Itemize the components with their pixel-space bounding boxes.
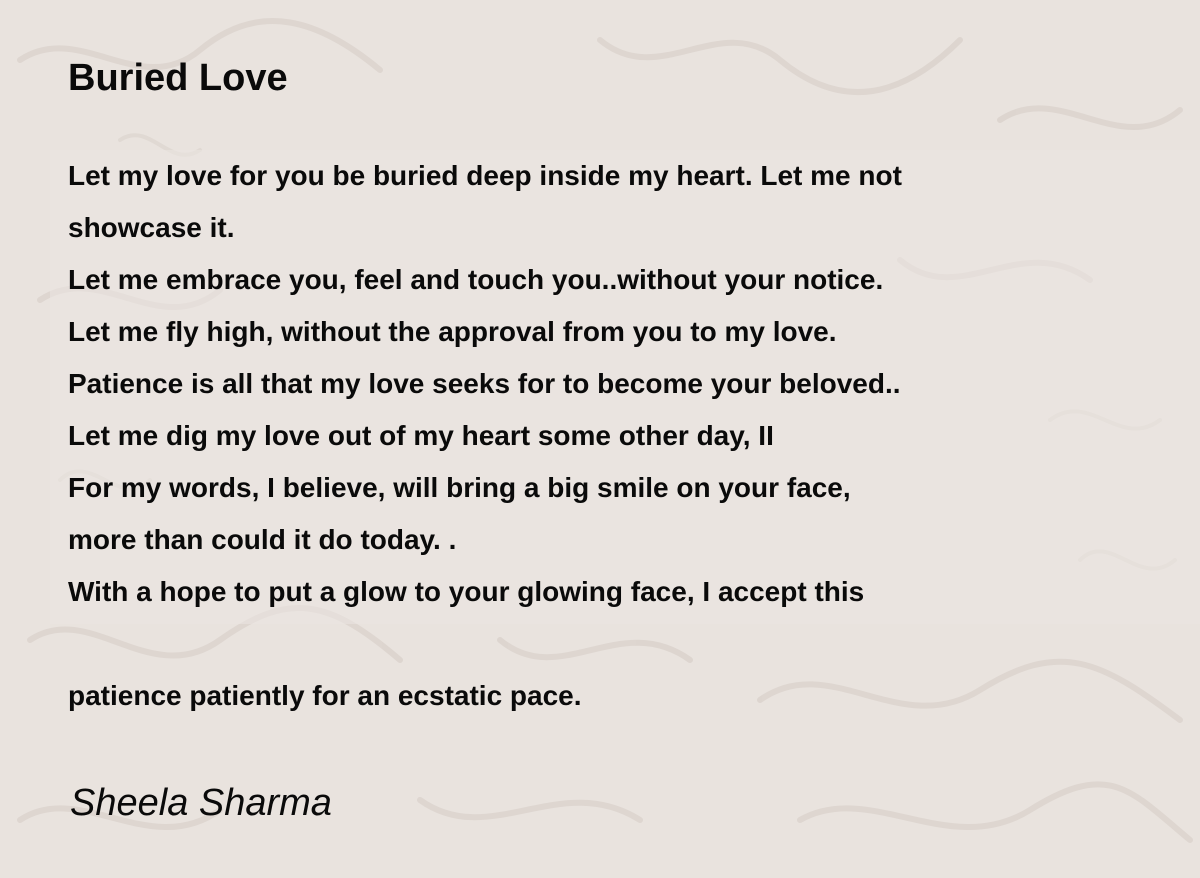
poem-line: showcase it. (68, 212, 235, 243)
poem-line: For my words, I believe, will bring a big smile on your face, (68, 472, 851, 503)
poem-line: patience patiently for an ecstatic pace. (68, 680, 582, 711)
poem-line: Patience is all that my love seeks for to become your beloved.. (68, 368, 901, 399)
poem-body (68, 150, 902, 722)
poem-line: With a hope to put a glow to your glowing face, I accept this (68, 576, 865, 607)
poem-line: Let me dig my love out of my heart some other day, II (68, 420, 774, 451)
poem-line: more than could it do today. . (68, 524, 457, 555)
poem-line: Let my love for you be buried deep inside my heart. Let me not (68, 160, 902, 191)
poem-line: Let me embrace you, feel and touch you..without your notice. (68, 264, 884, 295)
poem-author: Sheela Sharma (70, 782, 332, 824)
poem-title: Buried Love (68, 57, 288, 99)
poem-line: Let me fly high, without the approval from you to my love. (68, 316, 837, 347)
